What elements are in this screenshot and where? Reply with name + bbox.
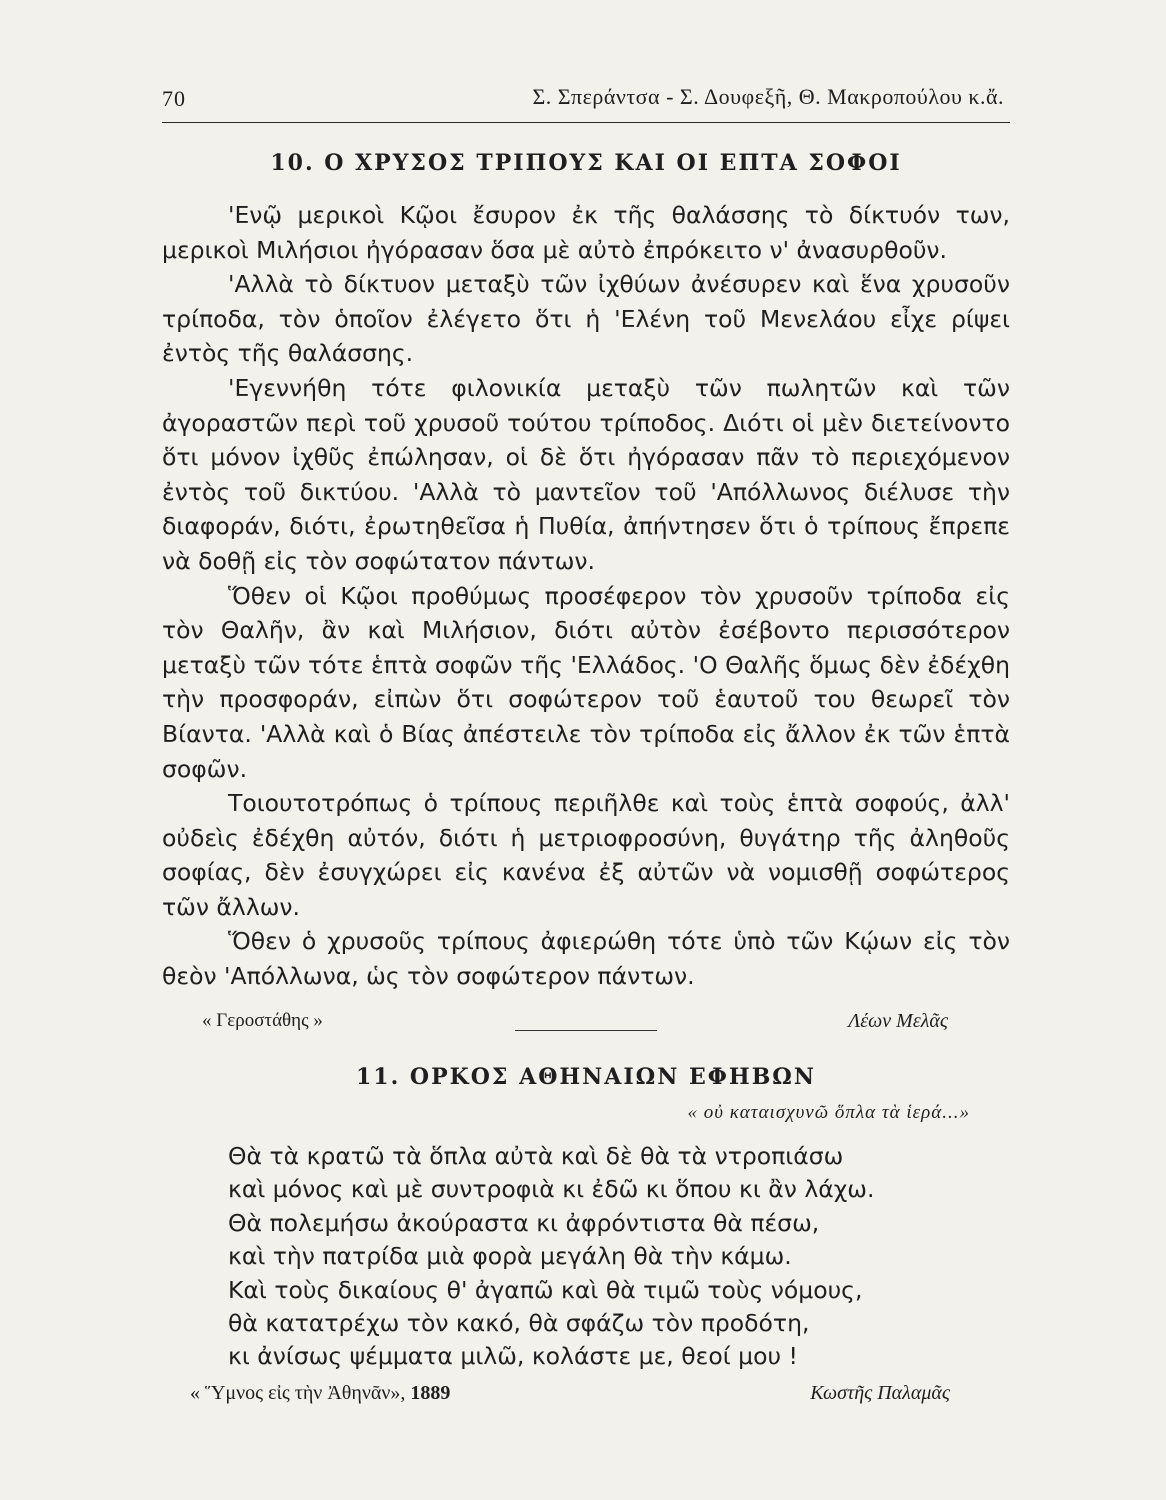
- source-year: 1889: [410, 1382, 451, 1404]
- paragraph: Ὅθεν ὁ χρυσοῦς τρίπους ἀφιερώθη τότε ὑπὸ τῶν Κῴων εἰς τὸν θεὸν 'Απόλλωνα, ὡς τὸν σοφώτερον πάντων.: [162, 927, 1010, 991]
- section-11-credits: [162, 1382, 1010, 1412]
- poem-line: καὶ μόνος καὶ μὲ συντροφιὰ κι ἐδῶ κι ὅπου κι ἂν λάχω.: [228, 1175, 875, 1204]
- source-citation: [190, 1382, 450, 1405]
- poem-line: Θὰ τὰ κρατῶ τὰ ὅπλα αὐτὰ καὶ δὲ θὰ τὰ ντροπιάσω: [228, 1142, 844, 1170]
- header-rule: [162, 122, 1010, 123]
- poem: [228, 1140, 988, 1374]
- paragraph: Τοιουτοτρόπως ὁ τρίπους περιῆλθε καὶ τοὺς ἑπτὰ σοφούς, ἀλλ' οὐδεὶς ἐδέχθη αὐτόν, διότι ἡ μετριοφροσύνη, θυγάτηρ τῆς ἀληθοῦς σοφίας, δὲν ἐσυγχώρει εἰς κανένα ἐξ αὐτῶν νὰ νομισθῇ σοφώτερος τῶν ἄλλων.: [162, 789, 1010, 921]
- paragraph: 'Ενῷ μερικοὶ Κῷοι ἔσυρον ἐκ τῆς θαλάσσης τὸ δίκτυόν των, μερικοὶ Μιλήσιοι ἠγόρασαν ὅσα μὲ αὐτὸ ἐπρόκειτο ν' ἀνασυρθοῦν.: [162, 201, 1010, 264]
- poem-line: Καὶ τοὺς δικαίους θ' ἀγαπῶ καὶ θὰ τιμῶ τοὺς νόμους,: [228, 1275, 863, 1304]
- poem-line: καὶ τὴν πατρίδα μιὰ φορὰ μεγάλη θὰ τὴν κάμω.: [228, 1242, 792, 1271]
- source-title: « Ὕμνος εἰς τὴν Ἀθηνᾶν»,: [190, 1382, 406, 1404]
- page-number: 70: [162, 86, 186, 111]
- paragraph: 'Αλλὰ τὸ δίκτυον μεταξὺ τῶν ἰχθύων ἀνέσυρεν καὶ ἕνα χρυσοῦν τρίποδα, τὸν ὁποῖον ἐλέγετο ὅτι ἡ 'Ελένη τοῦ Μενελάου εἶχε ρίψει ἐντὸς τῆς θαλάσσης.: [162, 270, 1010, 368]
- running-header: [162, 78, 1010, 118]
- section-10-credits: [162, 1010, 1010, 1040]
- poem-line: θὰ κατατρέχω τὸν κακό, θὰ σφάζω τὸν προδότη,: [228, 1309, 810, 1338]
- author-name: Λέων Μελᾶς: [848, 1010, 948, 1032]
- paragraph: 'Εγεννήθη τότε φιλονικία μεταξὺ τῶν πωλητῶν καὶ τῶν ἀγοραστῶν περὶ τοῦ χρυσοῦ τούτου τρίποδος. Διότι οἱ μὲν διετείνοντο ὅτι μόνον ἰχθῦς ἐπώλησαν, οἱ δὲ ὅτι ἠγόρασαν πᾶν τὸ περιεχόμενον ἐντὸς τοῦ δικτύου. 'Αλλὰ τὸ μαντεῖον τοῦ 'Απόλλωνος διέλυσε τὴν διαφοράν, διότι, ἐρωτηθεῖσα ἡ Πυθία, ἀπήντησεν ὅτι ὁ τρίπους ἔπρεπε νὰ δοθῇ εἰς τὸν σοφώτατον πάντων.: [162, 373, 1010, 575]
- section-10-title: 10. Ο ΧΡΥΣΟΣ ΤΡΙΠΟΥΣ ΚΑΙ ΟΙ ΕΠΤΑ ΣΟΦΟΙ: [270, 150, 902, 176]
- source-citation: « Γεροστάθης »: [202, 1010, 323, 1031]
- epigraph: « οὐ καταισχυνῶ ὅπλα τὰ ἱερά...»: [687, 1102, 970, 1123]
- running-title: Σ. Σπεράντσα - Σ. Δουφεξῆ, Θ. Μακροπούλου κ.ἄ.: [532, 84, 1004, 109]
- section-11-title: 11. ΟΡΚΟΣ ΑΘΗΝΑΙΩΝ ΕΦΗΒΩΝ: [356, 1064, 816, 1090]
- author-name: Κωστῆς Παλαμᾶς: [810, 1382, 950, 1404]
- section-divider: [515, 1030, 657, 1031]
- section-10-body: [162, 198, 1010, 994]
- paragraph: Ὅθεν οἱ Κῷοι προθύμως προσέφερον τὸν χρυσοῦν τρίποδα εἰς τὸν Θαλῆν, ἂν καὶ Μιλήσιον, διότι αὐτὸν ἐσέβοντο περισσότερον μεταξὺ τῶν τότε ἑπτὰ σοφῶν τῆς 'Ελλάδος. 'Ο Θαλῆς ὅμως δὲν ἐδέχθη τὴν προσφοράν, εἰπὼν ὅτι σοφώτερον τοῦ ἑαυτοῦ του θεωρεῖ τὸν Βίαντα. 'Αλλὰ καὶ ὁ Βίας ἀπέστειλε τὸν τρίποδα εἰς ἄλλον ἐκ τῶν ἑπτὰ σοφῶν.: [162, 581, 1010, 783]
- poem-line: Θὰ πολεμήσω ἀκούραστα κι ἀφρόντιστα θὰ πέσω,: [228, 1208, 820, 1237]
- poem-line: κι ἀνίσως ψέμματα μιλῶ, κολάστε με, θεοί μου !: [228, 1342, 798, 1371]
